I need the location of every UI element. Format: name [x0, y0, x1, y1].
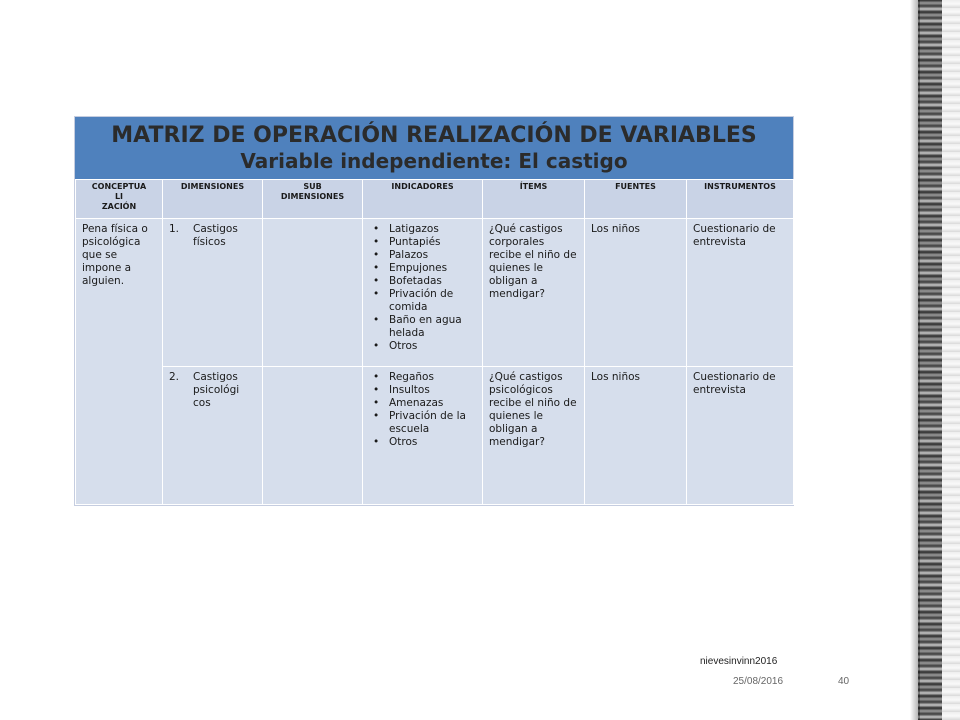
- list-item: • Latigazos: [369, 223, 476, 236]
- list-item: • Otros: [369, 436, 476, 449]
- footer-date: 25/08/2016: [733, 676, 784, 687]
- dimension-text: Castigos físicos: [193, 223, 238, 248]
- item-cell: ¿Qué castigos corporales recibe el niño de quienes le obligan a mendigar?: [483, 219, 585, 367]
- col-header-instrumentos: INSTRUMENTOS: [687, 180, 794, 219]
- page-number: 40: [838, 676, 850, 687]
- concept-text: Pena física o psicológica que se impone a alguien.: [82, 223, 148, 287]
- list-item: • Bofetadas: [369, 275, 476, 288]
- instrument-cell: Cuestionario de entrevista: [687, 219, 794, 367]
- list-item: • Insultos: [369, 384, 476, 397]
- footer-author: nievesinvinn2016: [700, 656, 778, 667]
- dimension-number: 1.: [169, 223, 180, 235]
- subdimension-cell: [263, 367, 363, 505]
- dimension-text: Castigos psicológi cos: [193, 371, 240, 409]
- source-cell: Los niños: [585, 367, 687, 505]
- list-item: • Regaños: [369, 371, 476, 384]
- item-cell: ¿Qué castigos psicológicos recibe el niño de quienes le obligan a mendigar?: [483, 367, 585, 505]
- col-header-fuentes: FUENTES: [585, 180, 687, 219]
- subdimension-cell: [263, 219, 363, 367]
- matrix-table-image: [74, 116, 794, 506]
- column-header-row: [76, 180, 794, 219]
- col-header-subdimensiones: SUB DIMENSIONES: [263, 180, 363, 219]
- operationalization-grid: [75, 179, 794, 505]
- indicators-cell: [363, 219, 483, 367]
- table-row: [76, 219, 794, 367]
- dimension-cell: [163, 219, 263, 367]
- col-header-items: ÍTEMS: [483, 180, 585, 219]
- dimension-number: 2.: [169, 371, 180, 383]
- list-item: • Puntapiés: [369, 236, 476, 249]
- list-item: • Privación de comida: [369, 288, 476, 314]
- table-row: [76, 367, 794, 505]
- source-cell: Los niños: [585, 219, 687, 367]
- table-header-band: [75, 117, 793, 179]
- decorative-right-edge: [942, 0, 960, 720]
- list-item: • Privación de la escuela: [369, 410, 476, 436]
- col-header-dimensiones: DIMENSIONES: [163, 180, 263, 219]
- col-header-conceptualizacion: CONCEPTUA LI ZACIÓN: [76, 180, 163, 219]
- list-item: • Palazos: [369, 249, 476, 262]
- list-item: • Otros: [369, 340, 476, 353]
- indicators-cell: [363, 367, 483, 505]
- list-item: • Empujones: [369, 262, 476, 275]
- col-header-indicadores: INDICADORES: [363, 180, 483, 219]
- dimension-cell: [163, 367, 263, 505]
- table-subtitle: Variable independiente: El castigo: [240, 149, 628, 173]
- list-item: • Baño en agua helada: [369, 314, 476, 340]
- instrument-cell: Cuestionario de entrevista: [687, 367, 794, 505]
- table-title: MATRIZ DE OPERACIÓN REALIZACIÓN DE VARIABLES: [111, 123, 757, 148]
- concept-cell: [76, 219, 163, 505]
- list-item: • Amenazas: [369, 397, 476, 410]
